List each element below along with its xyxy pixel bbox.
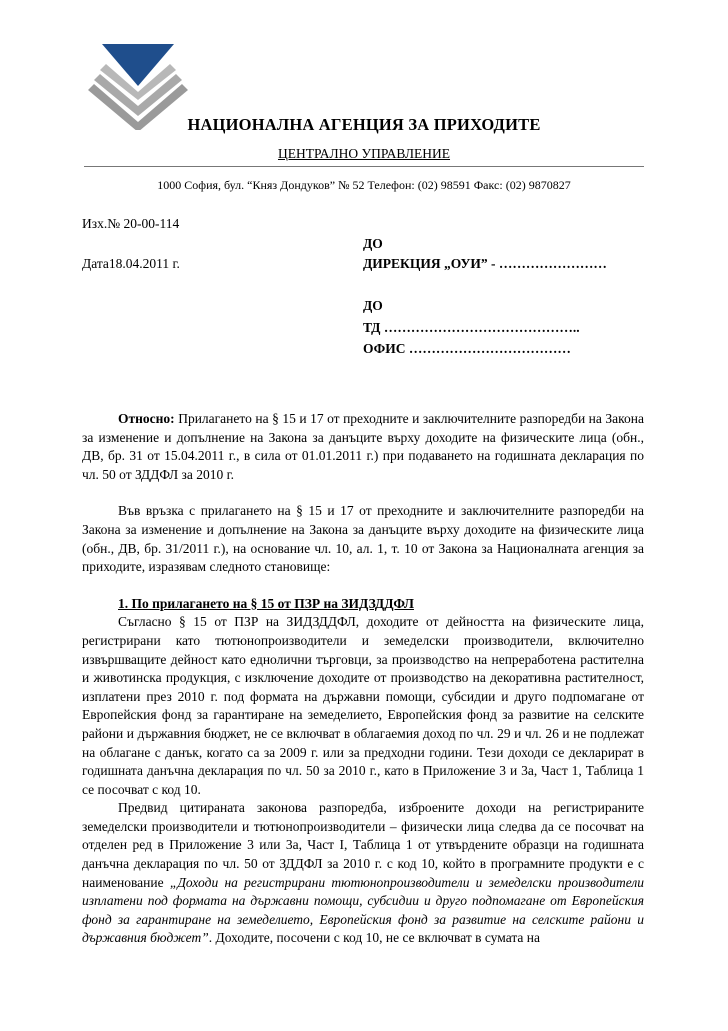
section-1-heading (82, 595, 644, 614)
paragraph-2-end: . Доходите, посочени с код 10, не се включват в сумата на (208, 930, 540, 946)
agency-title: НАЦИОНАЛНА АГЕНЦИЯ ЗА ПРИХОДИТЕ (187, 115, 541, 134)
department-name: ЦЕНТРАЛНО УПРАВЛЕНИЕ (277, 146, 451, 161)
addressee-to-2: ДО (363, 298, 383, 313)
document-date: Дата18.04.2011 г. (82, 256, 180, 271)
subject-paragraph (82, 410, 644, 484)
intro-paragraph: Във връзка с прилагането на § 15 и 17 от преходните и заключителните разпоредби на Закона за изменение и допълнение на Закона за данъците върху доходите на физическите лица (обн., ДВ, бр. 31/2011 г.), на основание чл. 10, ал. 1, т. 10 от Закона за Националната агенция за приходите, изразявам следното становище: (82, 503, 644, 575)
addressee-to-1: ДО (363, 236, 383, 251)
paragraph-2-quote: „Доходи на регистрирани тютюнопроизводители и земеделски производители изплатени под формата на държавни помощи, субсидии и друго подпомагане от Европейския фонд за гарантиране на земеделието, Европейския фонд за развитие на селските райони и държавния бюджет” (82, 874, 644, 946)
outgoing-number: Изх.№ 20-00-114 (82, 216, 180, 231)
letter-body (82, 410, 644, 948)
subject-text: Прилагането на § 15 и 17 от преходните и заключителните разпоредби на Закона за изменение и допълнение на Закона за данъците върху доходите на физическите лица (обн., ДВ, бр. 31 от 15.04.2011 г., в сила от 01.01.2011 г.) при подаването на годишната декларация по чл. 50 от ЗДДФЛ за 2010 г. (82, 411, 644, 482)
paragraph-2-start: Предвид цитираната законова разпоредба, изброените доходи на регистрираните земеделски производители и тютюнопроизводители – физически лица следва да се посочват на отделен ред в Приложение 3 или 3а, Част I, Таблица 1 от утвърдените образци на годишната данъчна декларация по чл. 50 от ЗДДФЛ за 2010 г. с код 10, който в програмните продукти е с наименование (82, 800, 644, 890)
contact-line: 1000 София, бул. “Княз Дондуков” № 52 Телефон: (02) 98591 Факс: (02) 9870827 (157, 178, 571, 192)
addressee-office: ОФИС ……………………………… (363, 341, 571, 356)
addressee-directorate: ДИРЕКЦИЯ „ОУИ” - …………………… (363, 256, 607, 271)
paragraph-1: Съгласно § 15 от ПЗР на ЗИДЗДДФЛ, доходите от дейността на физическите лица, регистрирани като тютюнопроизводители и земеделски производители, включително извършващите дейност като еднолични търговци, за производство на непреработена растителна и животинска продукция, с изключение доходите от производство на декоративна растителност, изплатени през 2010 г. под формата на държавни помощи, субсидии и друго подпомагане от Европейския фонд за гарантиране на земеделието, Европейския фонд за развитие на селските райони и държавния бюджет, не се включват в облагаемия доход по чл. 29 и чл. 26 и не подлежат на облагане с данък, когато са за 2009 г. или за предходни години. Тези доходи се декларират в годишната данъчна декларация по чл. 50 за 2010 г., като в Приложение 3 и 3а, Част 1, Таблица 1 се посочват с код 10. (82, 614, 644, 797)
subject-label: Относно: (118, 411, 175, 426)
paragraph-2 (82, 799, 644, 948)
addressee-td: ТД …………………………………….. (363, 320, 580, 335)
section-1-title: 1. По прилагането на § 15 от ПЗР на ЗИДЗДДФЛ (118, 595, 414, 611)
header-divider (84, 166, 644, 167)
